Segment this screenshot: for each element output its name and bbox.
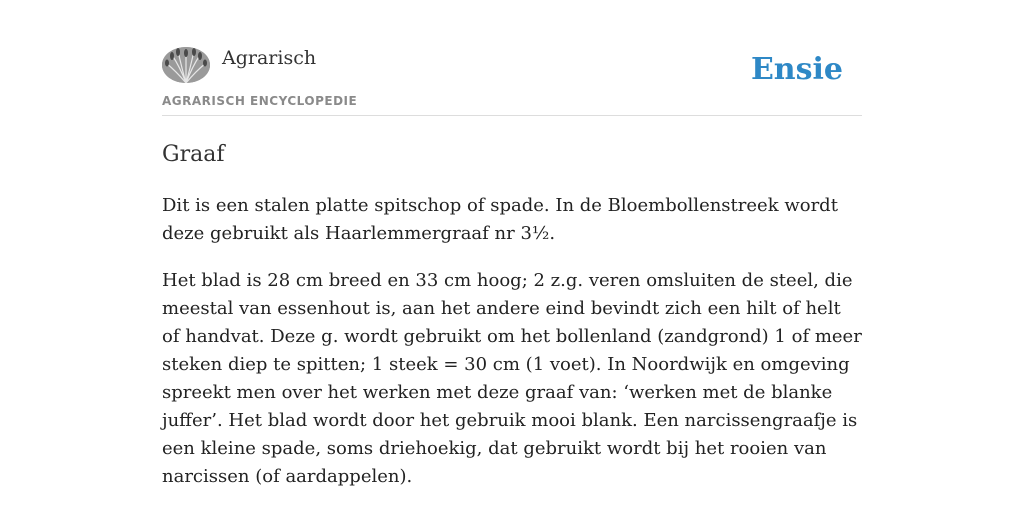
article-paragraph: Het blad is 28 cm breed en 33 cm hoog; 2 z.g. veren omsluiten de steel, die meestal van essenhout is, aan het andere eind bevindt zich een hilt of helt of handvat. Deze g. wordt gebruikt om het bollenland (zandgrond) 1 of meer steken diep te spitten; 1 steek = 30 cm (1 voet). In Noordwijk en omgeving spreekt men over het werken met deze graaf van: ‘werken met de blanke juffer’. Het blad wordt door het gebruik mooi blank. Een narcissengraafje is een kleine spade, soms driehoekig, dat gebruikt wordt bij het rooien van narcissen (of aardappelen).: [162, 270, 862, 487]
page-title: Graaf: [162, 142, 225, 167]
brand-logo[interactable]: Ensie: [750, 52, 843, 87]
source-subtitle: AGRARISCH ENCYCLOPEDIE: [162, 94, 358, 108]
article-paragraph: Dit is een stalen platte spitschop of spade. In de Bloembollenstreek wordt deze gebruikt als Haarlemmergraaf nr 3½.: [162, 195, 838, 244]
source-name-link[interactable]: Agrarisch: [222, 47, 317, 69]
wheat-logo-icon: [162, 47, 210, 83]
source-avatar[interactable]: [162, 47, 210, 83]
article-page: [162, 40, 862, 487]
article-header: [162, 40, 862, 116]
